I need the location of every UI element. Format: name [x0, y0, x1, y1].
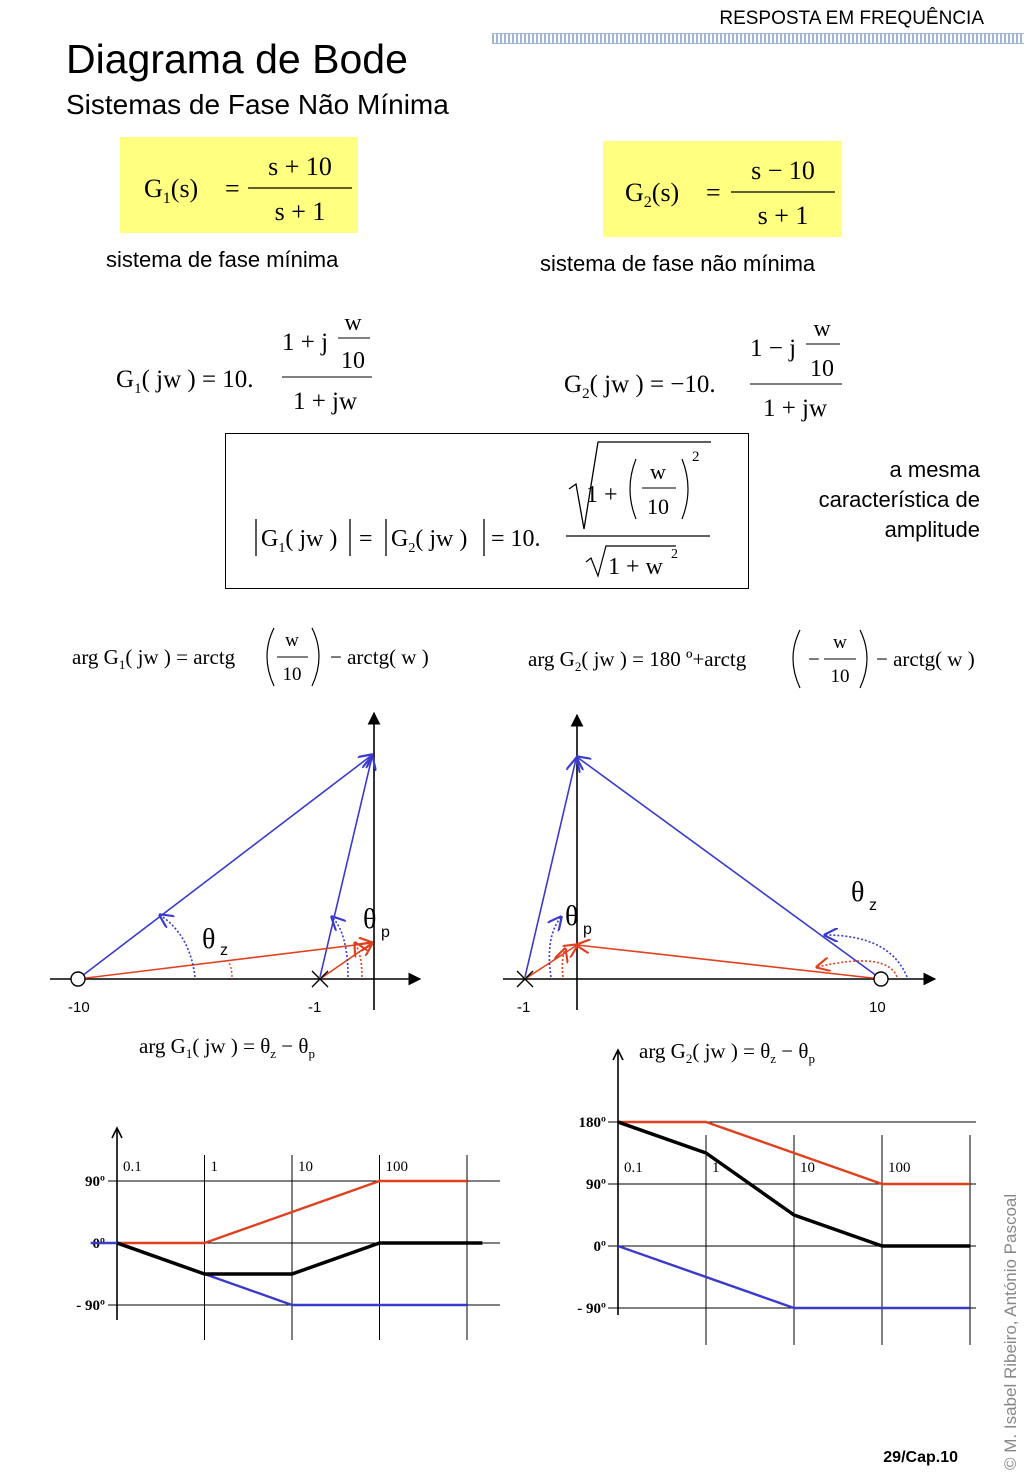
svg-text:1 − j: 1 − j	[750, 335, 797, 362]
g1s-denominator: s + 1	[274, 197, 326, 226]
svg-text:10: 10	[830, 666, 850, 687]
non-min-phase-label: sistema de fase não mínima	[540, 251, 816, 276]
g2s-numerator: s − 10	[751, 156, 815, 185]
page-subtitle: Sistemas de Fase Não Mínima	[66, 89, 449, 120]
svg-text:arg G2( jw ) = 180 º+arctg: arg $G_2$( jw ) = 180 º+arctg	[528, 647, 747, 674]
svg-text:1 + w: 1 + w	[608, 554, 663, 580]
svg-text:1 + j: 1 + j	[282, 329, 329, 356]
svg-text:=: =	[225, 174, 240, 203]
g2-transfer-box	[603, 141, 842, 237]
magnitude-box	[225, 433, 749, 589]
svg-text:G1(s): $G_1(s)$	[144, 174, 199, 207]
svg-text:G1( jw ): $G_1$( jw )	[261, 526, 338, 556]
svg-text:− arctg( w ): − arctg( w )	[330, 645, 429, 669]
pz-diagram-right	[495, 705, 945, 1025]
same-amp-line-1: a mesma	[889, 457, 980, 482]
x-tick-label: 1	[712, 1160, 720, 1176]
zero-marker-left	[71, 972, 85, 986]
tick-left-b: -1	[308, 999, 322, 1016]
svg-text:θ: θ	[363, 904, 377, 935]
x-tick-label: 1	[210, 1159, 218, 1175]
phase-chart-g2	[500, 1040, 995, 1350]
svg-text:z: z	[869, 897, 877, 914]
y-tick-label: 90º	[85, 1173, 105, 1190]
x-tick-label: 100	[385, 1159, 408, 1175]
series-line-2	[117, 1243, 482, 1274]
svg-text:θ: θ	[202, 924, 216, 955]
svg-text:w: w	[344, 310, 362, 336]
svg-text:w: w	[813, 316, 831, 342]
svg-text:= 10.: = 10.	[491, 526, 541, 552]
same-amp-line-3: amplitude	[884, 517, 980, 542]
x-tick-label: 10	[298, 1159, 313, 1175]
svg-text:arg G1( jw ) = arctg: arg $G_1$( jw ) = arctg	[72, 645, 236, 672]
pz-diagram-left	[40, 705, 440, 1025]
magnitude-formula	[226, 434, 748, 588]
svg-text:=: =	[706, 178, 721, 207]
tick-right-a: -1	[517, 999, 531, 1016]
svg-text:2: 2	[671, 547, 678, 562]
svg-text:arg G1( jw ) = θz − θp: arg $G_1$( jw ) = $\theta_z - \theta_p$	[139, 1034, 315, 1061]
g1-transfer-formula	[120, 137, 358, 233]
svg-text:1 + jw: 1 + jw	[762, 395, 828, 422]
svg-text:w: w	[833, 632, 847, 653]
svg-text:θ: θ	[851, 877, 865, 908]
arg-g1-formula	[68, 620, 448, 695]
svg-text:θ: θ	[565, 901, 579, 932]
svg-text:2: 2	[692, 449, 700, 465]
svg-text:z: z	[220, 942, 228, 959]
y-tick-label: - 90º	[577, 1301, 606, 1318]
phase-chart-g1	[0, 1090, 520, 1350]
y-tick-label: - 90º	[76, 1298, 105, 1315]
x-tick-label: 0.1	[624, 1160, 643, 1176]
page-title: Diagrama de Bode	[66, 36, 408, 82]
copyright-vertical: © M. Isabel Ribeiro, António Pascoal	[1001, 1193, 1020, 1470]
g2-jw-formula	[560, 312, 850, 427]
svg-text:G2( jw ): $G_2$( jw )	[391, 526, 468, 556]
tick-right-b: 10	[869, 999, 886, 1016]
g2s-denominator: s + 1	[757, 201, 809, 230]
g1-jw-formula	[110, 305, 390, 420]
page-footer: 29/Cap.10	[883, 1449, 958, 1466]
x-tick-label: 10	[800, 1160, 815, 1176]
svg-text:10: 10	[282, 664, 302, 685]
g1s-numerator: s + 10	[268, 152, 332, 181]
x-tick-label: 0.1	[123, 1159, 142, 1175]
arg-theta-g1	[135, 1028, 375, 1068]
svg-text:− arctg( w ): − arctg( w )	[876, 647, 975, 671]
svg-text:1 + jw: 1 + jw	[292, 388, 358, 415]
y-tick-label: 0º	[92, 1236, 105, 1252]
svg-text:=: =	[359, 526, 373, 552]
same-amplitude-note	[770, 455, 980, 545]
svg-text:w: w	[650, 459, 666, 484]
arg-g2-formula	[524, 622, 994, 697]
svg-text:10: 10	[647, 494, 669, 519]
g2s-lhs: G	[625, 178, 644, 207]
svg-text:G2(s): $G_2(s)$	[625, 178, 680, 211]
g2-transfer-formula	[603, 141, 842, 237]
svg-text:G2( jw ) = −10.: $G_2$( jw ) = −10.	[564, 371, 716, 402]
svg-text:w: w	[285, 630, 299, 651]
tick-left-a: -10	[68, 999, 90, 1016]
y-tick-label: 90º	[586, 1176, 606, 1193]
svg-text:1 +: 1 +	[586, 482, 618, 508]
svg-text:10: 10	[341, 348, 365, 374]
svg-text:G1( jw ) = 10.: $G_1$( jw ) = 10.	[116, 366, 254, 397]
x-tick-label: 100	[888, 1160, 911, 1176]
header-decor-bar	[492, 33, 1024, 44]
svg-text:10: 10	[810, 356, 834, 382]
zero-marker-right	[874, 972, 888, 986]
svg-text:arg G2( jw ) = θz − θp: arg $G_2$( jw ) = $\theta_z - \theta_p$	[639, 1039, 815, 1066]
same-amp-line-2: característica de	[818, 487, 980, 512]
svg-text:p: p	[583, 921, 592, 938]
y-tick-label: 0º	[593, 1239, 606, 1255]
g1s-lhs: G	[144, 174, 163, 203]
svg-text:p: p	[381, 924, 390, 941]
section-header: RESPOSTA EM FREQUÊNCIA	[719, 8, 984, 29]
svg-text:−: −	[808, 647, 820, 671]
g1-transfer-box	[120, 137, 358, 233]
min-phase-label: sistema de fase mínima	[106, 247, 339, 272]
y-tick-label: 180º	[578, 1114, 606, 1131]
